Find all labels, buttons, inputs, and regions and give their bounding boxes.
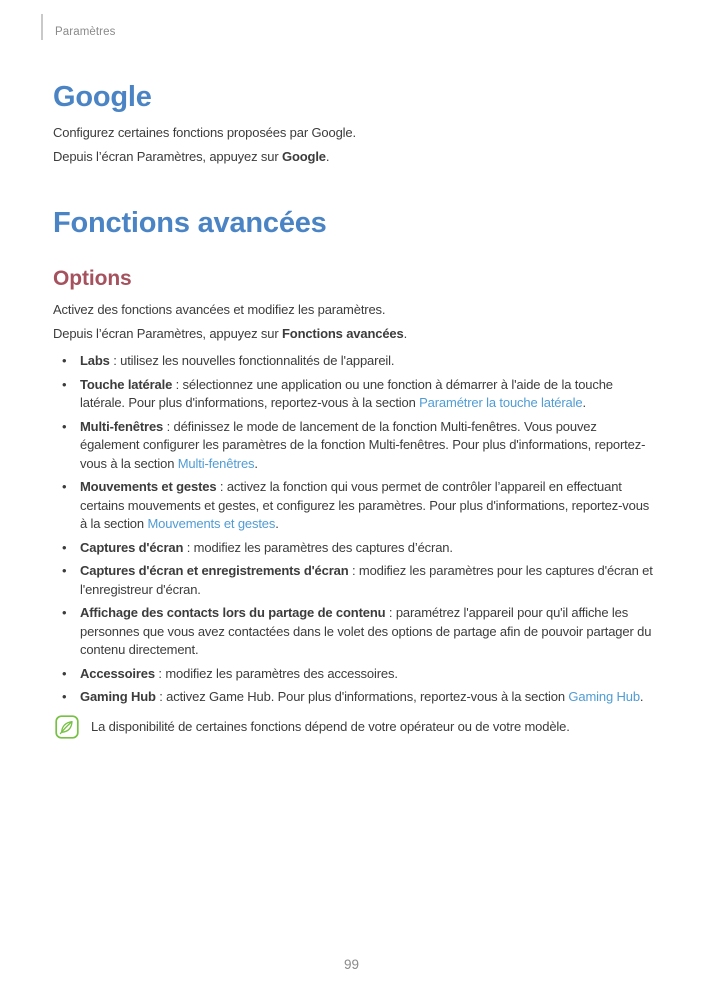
option-label: Captures d'écran: [80, 539, 184, 555]
cross-reference-link-mouvements-gestes[interactable]: Mouvements et gestes: [147, 516, 276, 531]
list-item-mouvements-gestes: [53, 478, 658, 534]
section-title-google: Google: [53, 81, 152, 113]
paragraph-options-path: [53, 325, 658, 344]
text-run: .: [275, 516, 279, 531]
list-item-touche-laterale: [53, 376, 658, 413]
note-text: La disponibilité de certaines fonctions dépend de votre opérateur ou de votre modèle.: [91, 718, 570, 734]
section-title-fonctions-avancees: Fonctions avancées: [53, 207, 327, 239]
option-description: : modifiez les paramètres pour les captures d'écran et l'enregistreur d'écran.: [80, 563, 653, 597]
option-description: : utilisez les nouvelles fonctionnalités de l'appareil.: [109, 353, 395, 368]
option-label: Accessoires: [80, 665, 155, 681]
text-run: .: [639, 689, 644, 704]
option-description: : définissez le mode de lancement de la fonction Multi-fenêtres. Vous pouvez également configurer les paramètres de la fonction Multi-fenêtres. Pour plus d'informations, reportez-vous à la section: [80, 418, 646, 471]
list-item-captures-ecran: [53, 539, 658, 558]
option-description: : activez la fonction qui vous permet de contrôler l’appareil en effectuant certains mouvements et gestes, et configurez les paramètres. Pour plus d'informations, reportez-vous à la section: [80, 479, 650, 531]
page-footer: [0, 956, 703, 974]
option-description: : sélectionnez une application ou une fonction à démarrer à l'aide de la touche latérale. Pour plus d'informations, reportez-vous à la section: [80, 376, 613, 410]
option-description: : paramétrez l'appareil pour qu'il affiche les personnes que vous avez contactées dans le volet des options de partage afin de pouvoir partager du contenu directement.: [80, 605, 652, 657]
chapter-label: Paramètres: [55, 26, 116, 38]
option-description: : activez Game Hub. Pour plus d'informations, reportez-vous à la section: [155, 689, 569, 704]
list-item-gaming-hub: [53, 688, 658, 707]
availability-note: [53, 715, 658, 739]
list-item-captures-enregistrements: [53, 562, 658, 599]
page-number: 99: [343, 957, 360, 972]
cross-reference-link-gaming-hub[interactable]: Gaming Hub: [568, 689, 640, 704]
paragraph-google-intro: Configurez certaines fonctions proposées par Google.: [53, 125, 356, 140]
list-item-accessoires: [53, 665, 658, 684]
note-leaf-icon: [55, 715, 79, 739]
option-description: : modifiez les paramètres des captures d’écran.: [183, 539, 453, 555]
option-description: : modifiez les paramètres des accessoires.: [154, 665, 398, 681]
text-run: .: [582, 395, 586, 410]
text-run: Depuis l’écran Paramètres, appuyez sur: [53, 325, 282, 341]
cross-reference-link-touche-laterale[interactable]: Paramétrer la touche latérale: [419, 395, 583, 410]
option-label: Affichage des contacts lors du partage de contenu: [80, 605, 386, 620]
section-fonctions-avancees: [53, 206, 658, 739]
subsection-title-options: Options: [53, 267, 132, 290]
option-label: Labs: [80, 353, 110, 368]
list-item-multi-fenetres: [53, 418, 658, 474]
text-run: .: [325, 148, 330, 164]
paragraph-options-intro: Activez des fonctions avancées et modifiez les paramètres.: [53, 302, 386, 317]
option-label: Touche latérale: [80, 376, 173, 392]
option-label: Mouvements et gestes: [80, 479, 217, 494]
option-label: Multi-fenêtres: [80, 418, 164, 434]
section-google: [53, 80, 658, 166]
menu-name-fonctions-avancees: Fonctions avancées: [281, 325, 404, 341]
option-label: Gaming Hub: [80, 689, 156, 704]
list-item-labs: [53, 352, 658, 371]
text-run: Depuis l’écran Paramètres, appuyez sur: [53, 148, 282, 164]
paragraph-google-path: [53, 148, 658, 167]
options-list: [53, 352, 658, 707]
text-run: .: [254, 455, 258, 471]
list-item-affichage-contacts: [53, 604, 658, 660]
cross-reference-link-multi-fenetres[interactable]: Multi-fenêtres: [177, 455, 255, 471]
option-label: Captures d'écran et enregistrements d'écran: [80, 563, 349, 578]
text-run: .: [403, 325, 408, 341]
menu-name-google: Google: [281, 148, 326, 164]
